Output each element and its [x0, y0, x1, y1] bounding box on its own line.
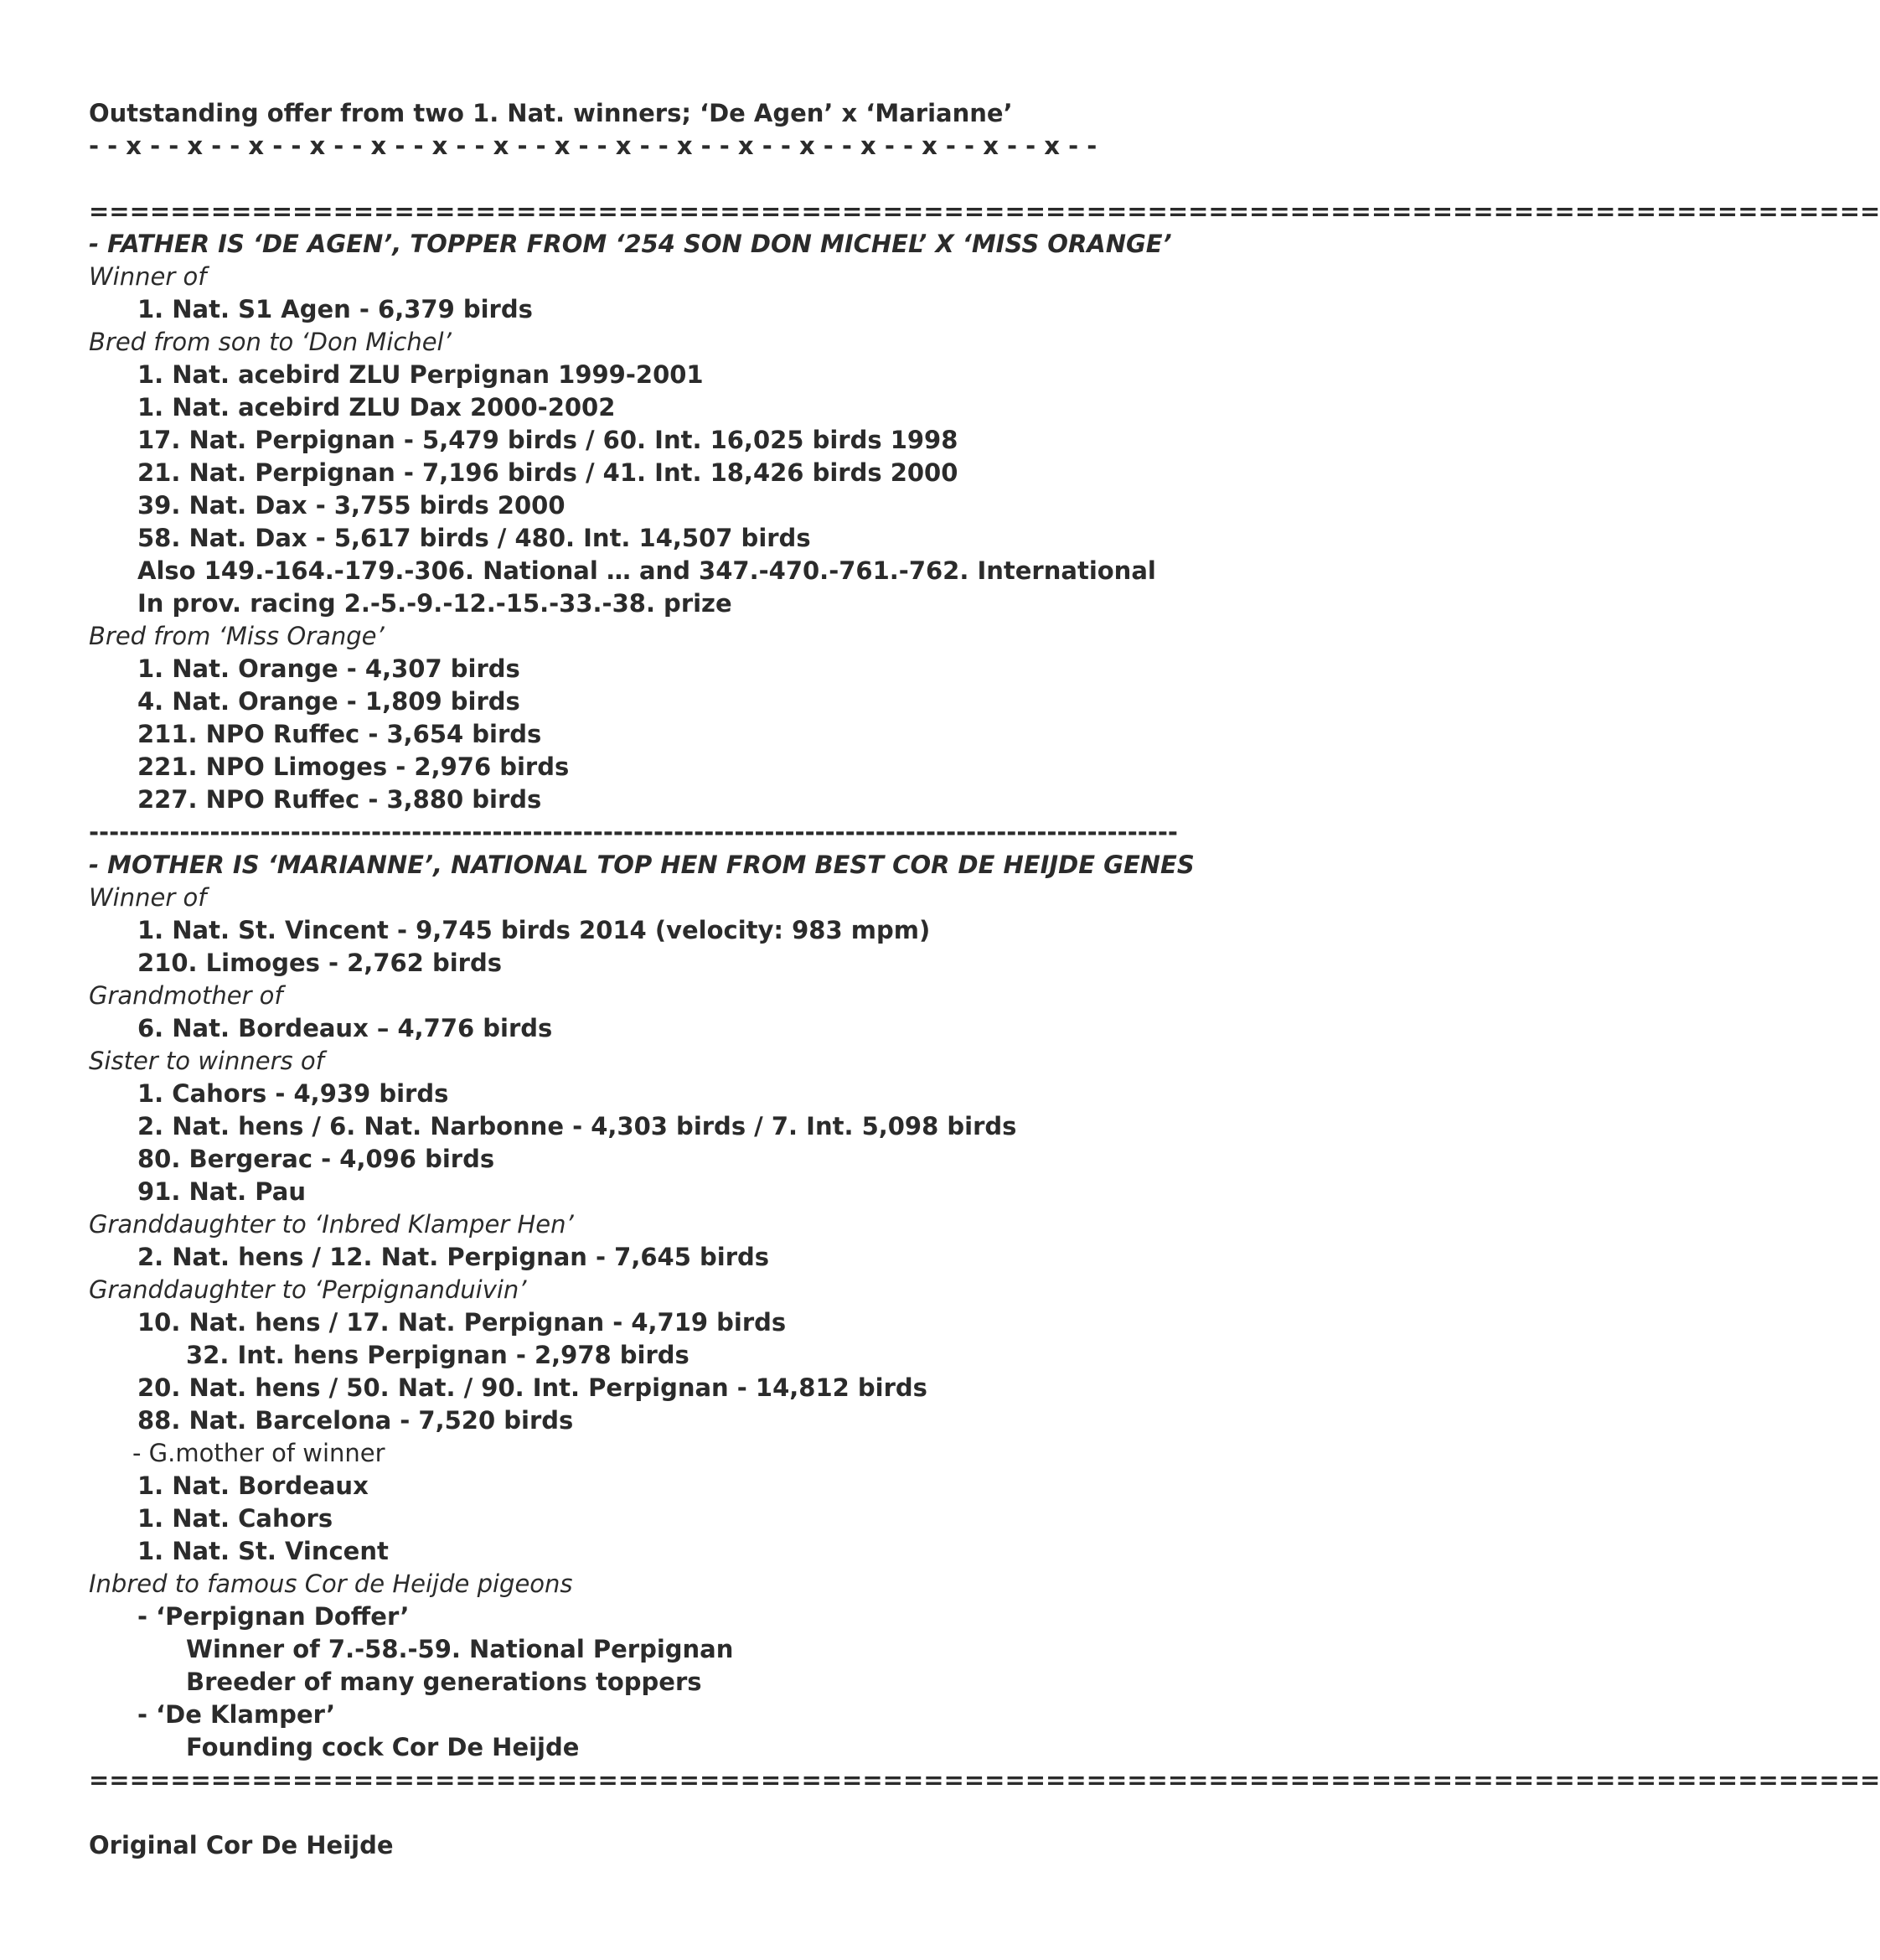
father-miss-label: Bred from ‘Miss Orange’ [89, 622, 385, 650]
separator-equals: ======================================================================================== [89, 197, 1880, 225]
sister-result: 2. Nat. hens / 6. Nat. Narbonne - 4,303 birds / 7. Int. 5,098 birds [137, 1112, 1017, 1140]
sister-label: Sister to winners of [89, 1047, 324, 1075]
blank-line [89, 163, 1329, 195]
son-result: 21. Nat. Perpignan - 7,196 birds / 41. Int. 18,426 birds 2000 [137, 458, 958, 487]
gmother-result: 1. Nat. Cahors [137, 1504, 333, 1533]
sister-result: 91. Nat. Pau [137, 1177, 306, 1206]
son-result: 17. Nat. Perpignan - 5,479 birds / 60. Int. 16,025 birds 1998 [137, 426, 958, 454]
father-winner-label: Winner of [89, 262, 207, 291]
sister-result: 1. Cahors - 4,939 birds [137, 1079, 449, 1108]
gmother-result: 1. Nat. St. Vincent [137, 1537, 389, 1565]
perpignanduivin-subresult: 32. Int. hens Perpignan - 2,978 birds [186, 1341, 690, 1369]
miss-result: 4. Nat. Orange - 1,809 birds [137, 687, 520, 716]
perpignanduivin-result: 20. Nat. hens / 50. Nat. / 90. Int. Perpignan - 14,812 birds [137, 1373, 927, 1402]
perpignanduivin-result: 10. Nat. hens / 17. Nat. Perpignan - 4,719 birds [137, 1308, 787, 1337]
son-result: 58. Nat. Dax - 5,617 birds / 480. Int. 14,507 birds [137, 524, 811, 552]
perpignanduivin-label: Granddaughter to ‘Perpignanduivin’ [89, 1275, 527, 1304]
son-result: 39. Nat. Dax - 3,755 birds 2000 [137, 491, 566, 520]
perpignan-doffer-detail: Winner of 7.-58.-59. National Perpignan [186, 1635, 734, 1663]
son-result: 1. Nat. acebird ZLU Dax 2000-2002 [137, 393, 616, 421]
miss-result: 211. NPO Ruffec - 3,654 birds [137, 720, 542, 748]
document-body [89, 97, 1880, 1862]
grandmother-label: Grandmother of [89, 981, 283, 1010]
separator-x: - - x - - x - - x - - x - - x - - x - - x - - x - - x - - x - - x - - x - - x - - x - - x - - x - - [89, 132, 1098, 160]
son-result: 1. Nat. acebird ZLU Perpignan 1999-2001 [137, 360, 704, 389]
miss-result: 221. NPO Limoges - 2,976 birds [137, 752, 570, 781]
klamper-hen-label: Granddaughter to ‘Inbred Klamper Hen’ [89, 1210, 574, 1239]
perpignan-doffer-detail: Breeder of many generations toppers [186, 1668, 702, 1696]
gmother-result: 1. Nat. Bordeaux [137, 1471, 369, 1500]
mother-win: 210. Limoges - 2,762 birds [137, 949, 502, 977]
father-heading: - FATHER IS ‘DE AGEN’, TOPPER FROM ‘254 SON DON MICHEL’ X ‘MISS ORANGE’ [89, 230, 1172, 258]
son-result: Also 149.-164.-179.-306. National … and 347.-470.-761.-762. International [137, 556, 1156, 585]
separator-dashes: ------------------------------------------------------------------------------------------------------------ [89, 818, 1178, 846]
mother-win: 1. Nat. St. Vincent - 9,745 birds 2014 (velocity: 983 mpm) [137, 916, 931, 944]
miss-result: 1. Nat. Orange - 4,307 birds [137, 654, 520, 683]
offer-title: Outstanding offer from two 1. Nat. winners; ‘De Agen’ x ‘Marianne’ [89, 99, 1013, 127]
de-klamper-name: - ‘De Klamper’ [137, 1700, 336, 1729]
miss-result: 227. NPO Ruffec - 3,880 birds [137, 785, 542, 814]
father-win: 1. Nat. S1 Agen - 6,379 birds [137, 295, 533, 323]
son-result: In prov. racing 2.-5.-9.-12.-15.-33.-38. prize [137, 589, 732, 618]
mother-heading: - MOTHER IS ‘MARIANNE’, NATIONAL TOP HEN FROM BEST COR DE HEIJDE GENES [89, 851, 1195, 879]
footer-text: Original Cor De Heijde [89, 1831, 394, 1859]
perpignanduivin-result: 88. Nat. Barcelona - 7,520 birds [137, 1406, 574, 1435]
sister-result: 80. Bergerac - 4,096 birds [137, 1145, 495, 1173]
blank-line [89, 1797, 1329, 1829]
klamper-hen-result: 2. Nat. hens / 12. Nat. Perpignan - 7,645 birds [137, 1243, 770, 1271]
father-son-label: Bred from son to ‘Don Michel’ [89, 328, 452, 356]
gmother-note: - G.mother of winner [132, 1439, 385, 1467]
separator-equals: ======================================================================================== [89, 1766, 1880, 1794]
de-klamper-detail: Founding cock Cor De Heijde [186, 1733, 580, 1761]
grandmother-result: 6. Nat. Bordeaux – 4,776 birds [137, 1014, 553, 1042]
perpignan-doffer-name: - ‘Perpignan Doffer’ [137, 1602, 410, 1631]
inbred-label: Inbred to famous Cor de Heijde pigeons [89, 1570, 573, 1598]
mother-winner-label: Winner of [89, 883, 207, 912]
